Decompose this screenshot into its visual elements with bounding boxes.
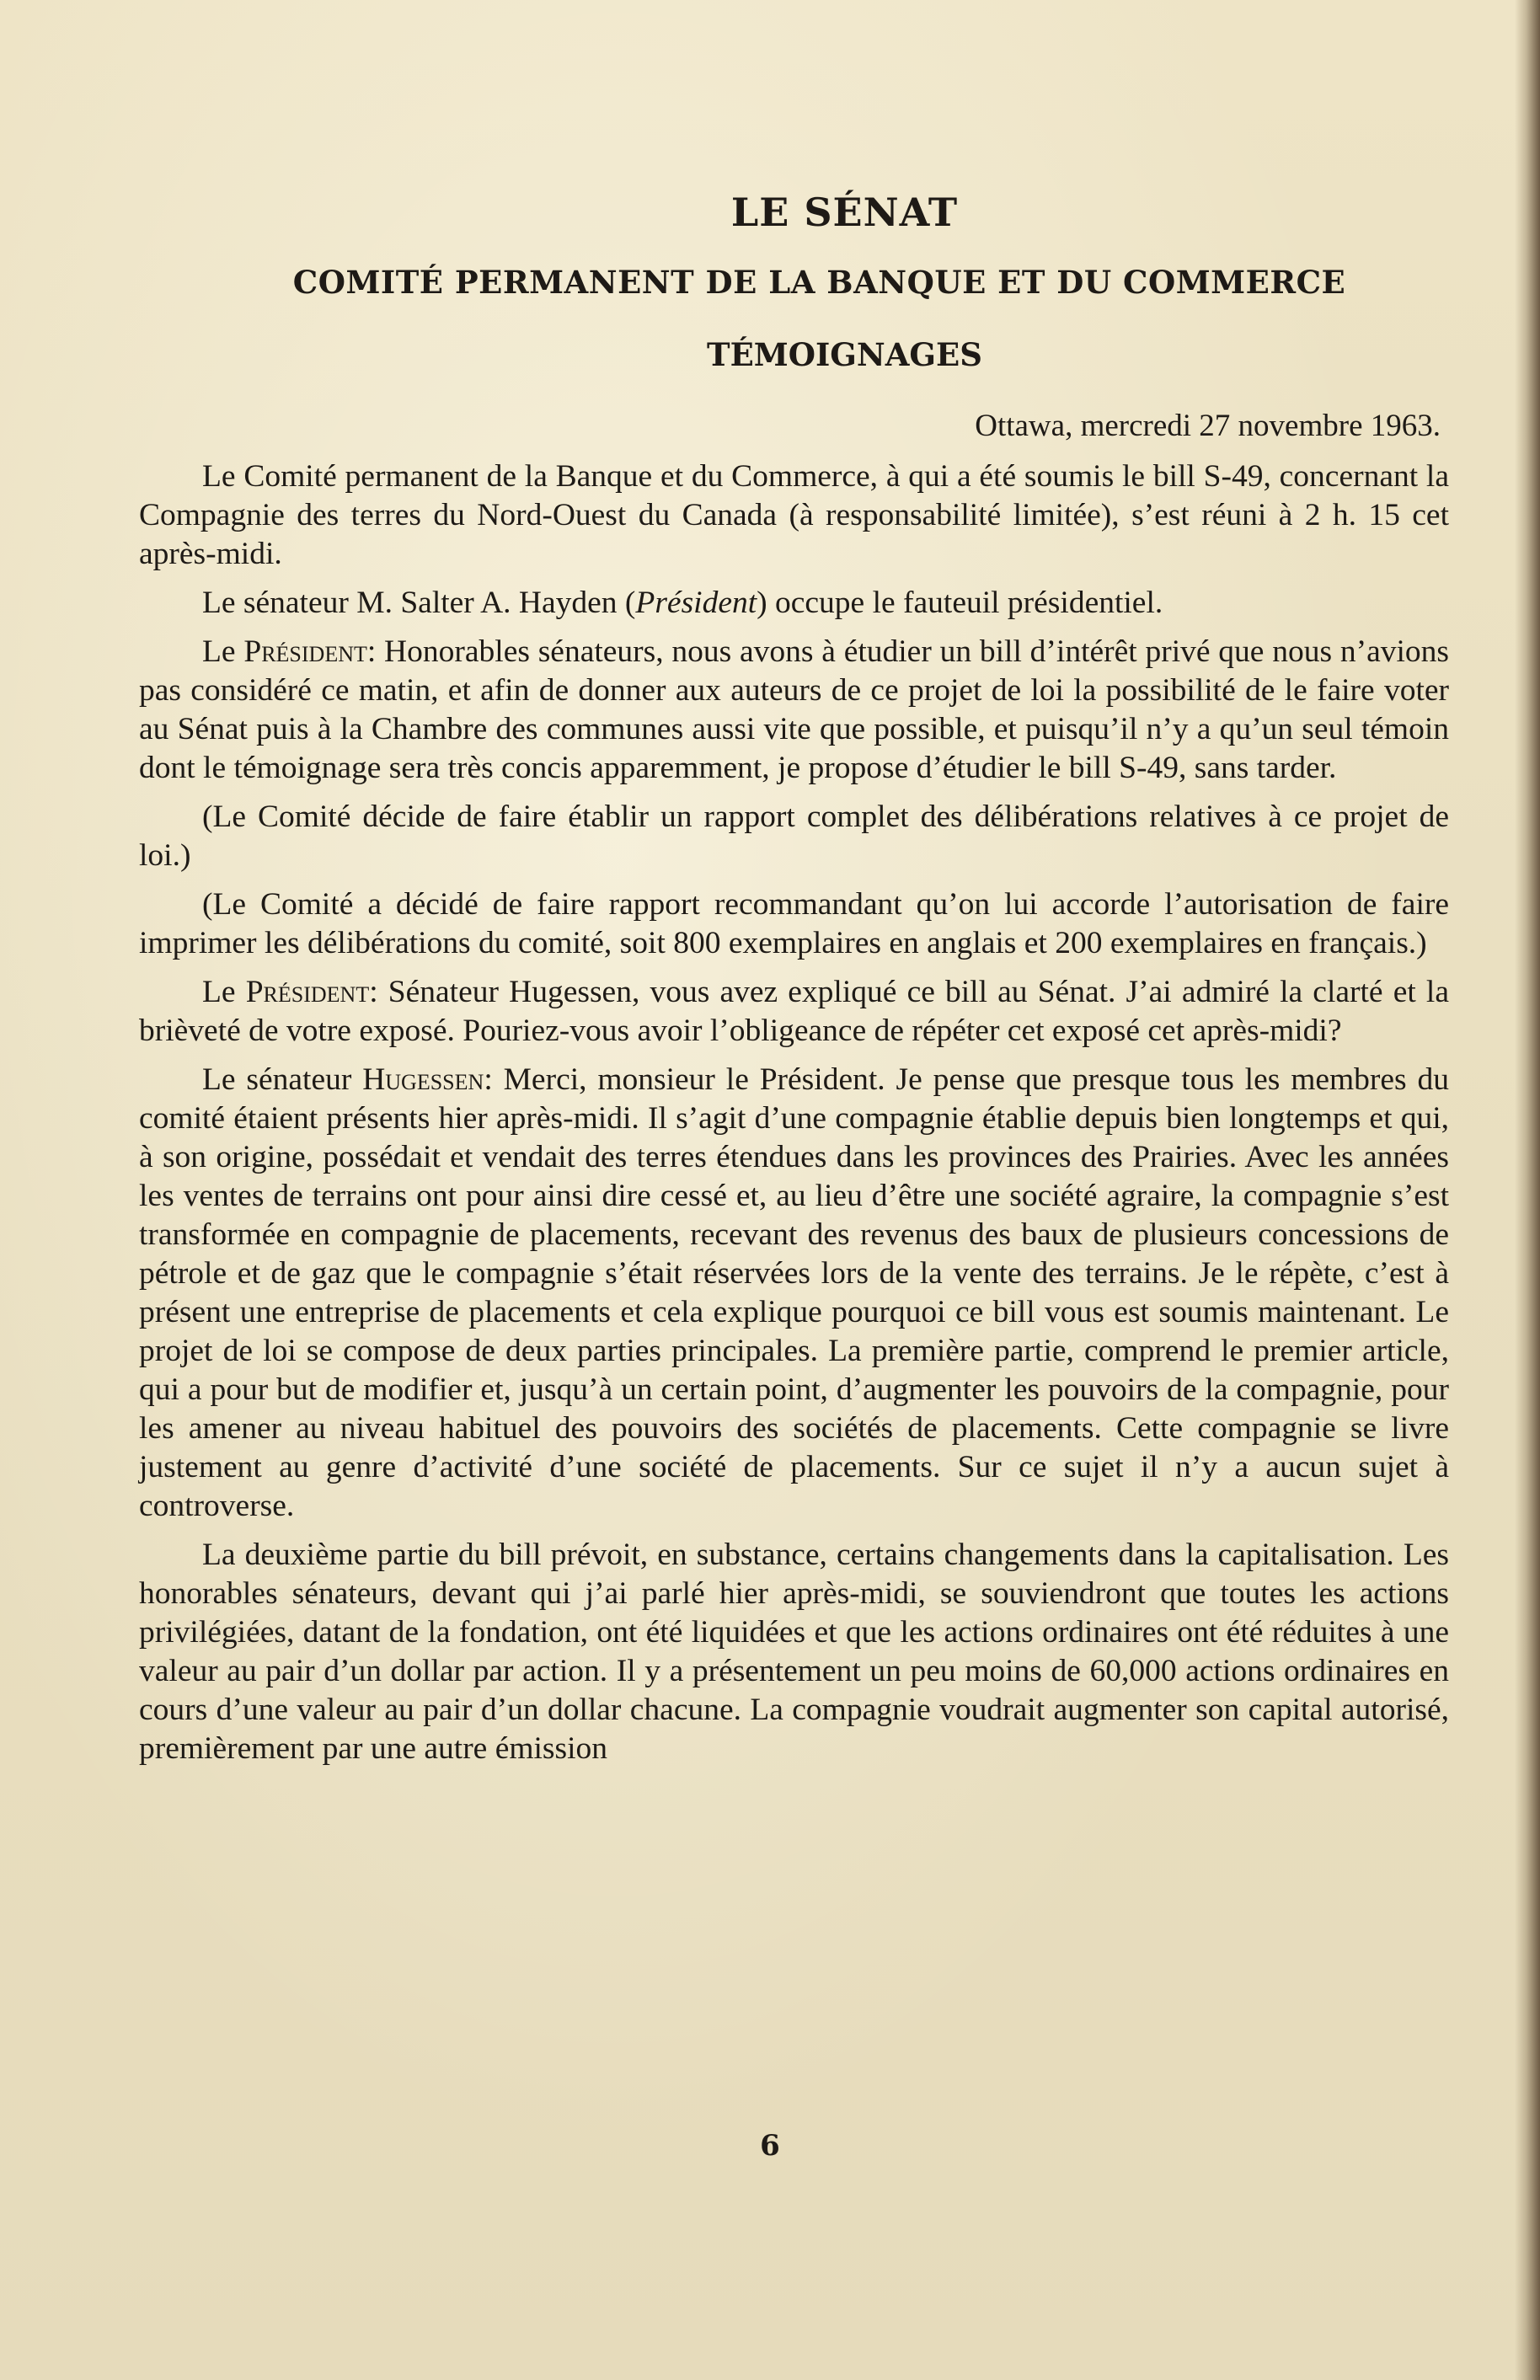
document-body [139, 190, 1449, 1778]
paragraph-7 [139, 1061, 1449, 1526]
paragraph-6-prefix: Le [202, 975, 246, 1009]
paragraph-2-text-b: ) occupe le fauteuil présidentiel. [757, 586, 1163, 620]
document-title: LE SÉNAT [730, 190, 959, 235]
paragraph-2-text-a: Le sénateur M. Salter A. Hayden ( [202, 586, 636, 620]
paragraph-6-text: : Sénateur Hugessen, vous avez expliqué ce bill au Sénat. J’ai admiré la clarté et la brièveté de votre exposé. Pouriez-vous avoir l’obligeance de répéter cet exposé cet après-midi? [139, 975, 1449, 1048]
speaker-name: Président [245, 975, 370, 1009]
paragraph-6 [139, 973, 1449, 1051]
paragraph-3 [139, 633, 1449, 788]
paragraph-7-text: : Merci, monsieur le Président. Je pense que presque tous les membres du comité étaient présents hier après-midi. Il s’agit d’une compagnie établie depuis bien longtemps et qui, à son origine, possédait et vendait des terres étendues dans les provinces des Prairies. Avec les années les ventes de terrains ont pour ainsi dire cessé et, au lieu d’être une société agraire, la compagnie s’est transformée en compagnie de placements, recevant des revenus des baux de plusieurs concessions de pétrole et de gaz que le compagnie s’était réservées lors de la vente des terrains. Je le répète, c’est à présent une entreprise de placements et cela explique pourquoi ce bill vous est soumis maintenant. Le projet de loi se compose de deux parties principales. La première partie, comprend le premier article, qui a pour but de modifier et, jusqu’à un certain point, d’augmenter les pouvoirs de la compagnie, pour les amener au niveau habituel des pouvoirs des sociétés de placements. Cette compagnie se livre justement au genre d’activité d’une société de placements. Sur ce sujet il n’y a aucun sujet à controverse. [139, 1062, 1450, 1523]
paragraph-4: (Le Comité décide de faire établir un rapport complet des délibérations relatives à ce projet de loi.) [139, 800, 1449, 873]
paragraph-5: (Le Comité a décidé de faire rapport recommandant qu’on lui accorde l’autorisation de faire imprimer les délibérations du comité, soit 800 exemplaires en anglais et 200 exemplaires en français.) [139, 887, 1449, 960]
dateline: Ottawa, mercredi 27 novembre 1963. [975, 409, 1441, 443]
committee-heading: COMITÉ PERMANENT DE LA BANQUE ET DU COMMERCE [292, 264, 1346, 301]
section-heading: TÉMOIGNAGES [707, 336, 982, 373]
page-number: 6 [760, 2129, 780, 2163]
paragraph-1: Le Comité permanent de la Banque et du Commerce, à qui a été soumis le bill S-49, concernant la Compagnie des terres du Nord-Ouest du Canada (à responsabilité limitée), s’est réuni à 2 h. 15 cet après-midi. [139, 459, 1449, 571]
speaker-name: Hugessen [362, 1062, 484, 1097]
speaker-name: Président [243, 634, 367, 669]
paragraph-2-italic: Président [635, 586, 757, 620]
paragraph-3-prefix: Le [202, 634, 244, 669]
page-edge-shadow [1515, 0, 1540, 2380]
paragraph-3-text: : Honorables sénateurs, nous avons à étudier un bill d’intérêt privé que nous n’avions pas considéré ce matin, et afin de donner aux auteurs de ce projet de loi la possibilité de le faire voter au Sénat puis à la Chambre des communes aussi vite que possible, et puisqu’il n’y a qu’un seul témoin dont le témoignage sera très concis apparemment, je propose d’étudier le bill S-49, sans tarder. [139, 634, 1449, 785]
paragraph-2 [139, 584, 1449, 623]
paragraph-8: La deuxième partie du bill prévoit, en substance, certains changements dans la capitalisation. Les honorables sénateurs, devant qui j’ai parlé hier après-midi, se souviendront que toutes les actions privilégiées, datant de la fondation, ont été liquidées et que les actions ordinaires ont été réduites à une valeur au pair d’un dollar par action. Il y a présentement un peu moins de 60,000 actions ordinaires en cours d’une valeur au pair d’un dollar chacune. La compagnie voudrait augmenter son capital autorisé, premièrement par une autre émission [139, 1538, 1449, 1766]
paragraph-7-prefix: Le sénateur [202, 1062, 363, 1097]
